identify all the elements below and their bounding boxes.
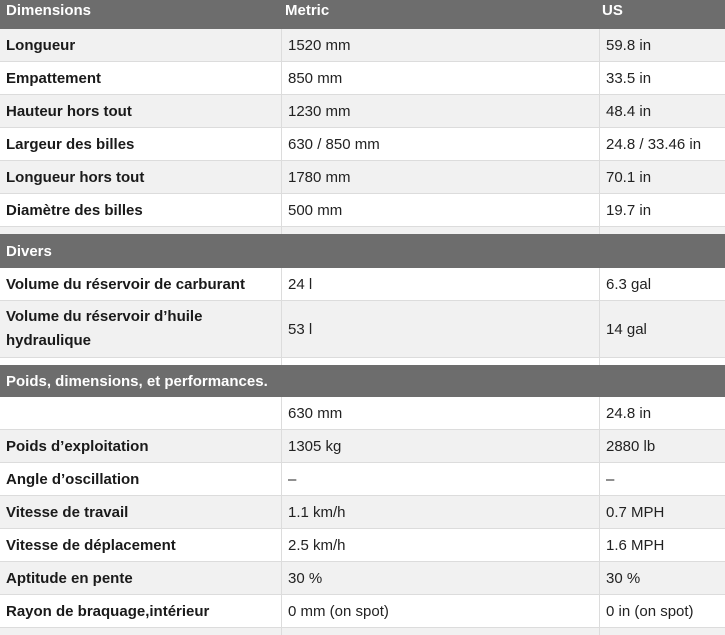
- row-label: Volume du réservoir d’huile hydraulique: [6, 308, 203, 349]
- table-row: [0, 95, 725, 128]
- row-us: 0.7 MPH: [599, 496, 725, 528]
- table-header: [0, 0, 725, 29]
- row-spacer: [0, 227, 725, 234]
- table-row: [0, 430, 725, 463]
- row-label: Rayon de braquage,intérieur: [6, 602, 210, 620]
- row-us: 1.6 MPH: [599, 529, 725, 561]
- spacer-cell: [599, 358, 725, 365]
- row-metric: 1230 mm: [281, 95, 599, 127]
- table-row: [0, 268, 725, 301]
- row-label: Vitesse de travail: [6, 503, 129, 521]
- spacer-cell: [281, 227, 599, 234]
- table-row: [0, 496, 725, 529]
- row-metric: 1780 mm: [281, 161, 599, 193]
- header-metric: Metric: [285, 2, 330, 19]
- row-us: 48.4 in: [599, 95, 725, 127]
- row-label: Longueur hors tout: [6, 168, 145, 186]
- table-row: [0, 301, 725, 358]
- row-label: Volume du réservoir de carburant: [6, 275, 245, 293]
- row-us: 33.5 in: [599, 62, 725, 94]
- row-metric: 1305 kg: [281, 430, 599, 462]
- spacer-cell: [281, 358, 599, 365]
- row-metric: 630 / 850 mm: [281, 128, 599, 160]
- table-row: [0, 529, 725, 562]
- row-metric: 630 mm: [281, 397, 599, 429]
- row-metric: 500 mm: [281, 194, 599, 226]
- section-title: Poids, dimensions, et performances.: [6, 372, 268, 390]
- row-label: [0, 397, 281, 429]
- table-row: [0, 29, 725, 62]
- row-label: Poids d’exploitation: [6, 437, 149, 455]
- row-us: 14 gal: [599, 301, 725, 357]
- table-row: [0, 161, 725, 194]
- row-metric: 30 %: [281, 562, 599, 594]
- row-label: Hauteur hors tout: [6, 102, 132, 120]
- row-us: 24.8 in: [599, 397, 725, 429]
- row-us: 70.1 in: [599, 161, 725, 193]
- row-label: Longueur: [6, 36, 76, 54]
- table-row: [0, 562, 725, 595]
- table-row: [0, 128, 725, 161]
- row-us: 59.8 in: [599, 29, 725, 61]
- section-header-performance: [0, 365, 725, 397]
- table-row: [0, 463, 725, 496]
- row-label: Empattement: [6, 69, 102, 87]
- header-dimensions: Dimensions: [6, 2, 92, 19]
- header-us: US: [602, 2, 623, 19]
- row-metric: 0 mm (on spot): [281, 595, 599, 627]
- row-us: 2880 lb: [599, 430, 725, 462]
- row-metric: 850 mm: [281, 62, 599, 94]
- table-row: [0, 595, 725, 628]
- row-spacer: [0, 358, 725, 365]
- table-row: [0, 194, 725, 227]
- section-header-divers: [0, 234, 725, 268]
- row-us: –: [599, 463, 725, 495]
- row-us: 30 %: [599, 562, 725, 594]
- spacer-cell: [0, 358, 281, 365]
- row-label: Aptitude en pente: [6, 569, 133, 587]
- spacer-cell: [599, 227, 725, 234]
- table-row: [0, 62, 725, 95]
- row-metric: –: [281, 463, 599, 495]
- row-label: Diamètre des billes: [6, 201, 143, 219]
- row-label: Angle d’oscillation: [6, 470, 140, 488]
- row-label: Largeur des billes: [6, 135, 135, 153]
- spacer-cell: [0, 227, 281, 234]
- table-row: [0, 397, 725, 430]
- row-metric: 2.5 km/h: [281, 529, 599, 561]
- row-metric: 24 l: [281, 268, 599, 300]
- row-us: 6.3 gal: [599, 268, 725, 300]
- row-metric: 1.1 km/h: [281, 496, 599, 528]
- row-us: 24.8 / 33.46 in: [599, 128, 725, 160]
- row-label: Vitesse de déplacement: [6, 536, 176, 554]
- row-us: 0 in (on spot): [599, 595, 725, 627]
- section-title: Divers: [6, 242, 52, 260]
- row-metric: 1520 mm: [281, 29, 599, 61]
- row-us: 19.7 in: [599, 194, 725, 226]
- row-metric: 53 l: [281, 301, 599, 357]
